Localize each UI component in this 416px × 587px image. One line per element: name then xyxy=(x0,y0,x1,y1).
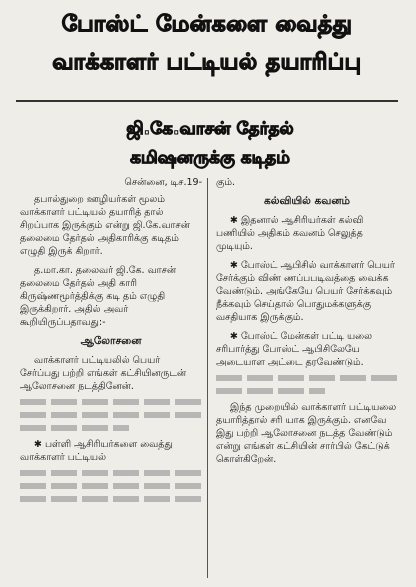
star-bullet-icon: ✱ xyxy=(230,331,238,342)
headline-line-2: வாக்காளர் பட்டியல் தயாரிப்பு xyxy=(52,50,362,75)
right-paragraph-2-text: போஸ்ட் ஆபிசில் வாக்காளர் பெயர் சேர்க்கும் விண் ணப்பபடிவத்தை வைக்க வேண்டும். அங்கேயே பெயர் சேர்க்கவும் நீக்கவும் செய்தால் பொதுமக்களுக்கு வசதியாக இருக்கும். xyxy=(216,260,395,323)
illegible-line xyxy=(20,412,202,418)
right-top-word: கும். xyxy=(216,177,236,188)
illegible-line xyxy=(20,470,202,476)
left-paragraph-4-text: பள்ளி ஆசிரியர்களை வைத்து வாக்காளர் பட்டியல் xyxy=(20,439,173,463)
headline-rule xyxy=(16,100,398,102)
right-paragraph-3-text: போஸ்ட் மேன்கள் பட்டி யலை சரிபார்த்து போஸ்ட் ஆபிசிலேயே அடையாள அட்டை தரவேண்டும். xyxy=(216,331,373,368)
right-paragraph-1-text: இதனால் ஆசிரியர்கள் கல்வி பணியில் அதிகம் கவனம் செலுத்த முடியும். xyxy=(216,215,364,252)
left-paragraph-4 xyxy=(20,438,202,464)
subheadline-line-1: ஜி.கே.வாசன் தேர்தல் xyxy=(126,119,294,139)
star-bullet-icon: ✱ xyxy=(230,215,238,226)
star-bullet-icon: ✱ xyxy=(34,439,42,450)
headline-line-1: போஸ்ட் மேன்களை வைத்து xyxy=(61,12,353,37)
dateline: சென்னை, டிச.19- xyxy=(124,177,202,188)
subheadline-line-2: கமிஷனருக்கு கடிதம் xyxy=(130,148,290,168)
left-paragraph-2: த.மா.கா. தலைவர் ஜி.கே. வாசன் தலைமை தேர்தல் அதி காரி கிருஷ்ணமூர்த்திக்கு கடி தம் எழுதி இருக்கிறார். அதில் அவர் கூறியிருப்பதாவது:- xyxy=(20,265,177,328)
article-right-column xyxy=(216,176,398,578)
article-left-column xyxy=(20,176,202,578)
column-divider xyxy=(207,178,208,578)
right-paragraph-2 xyxy=(216,259,398,324)
illegible-line xyxy=(20,425,129,431)
right-section-heading: கல்வியில் கவனம் xyxy=(264,195,350,207)
left-paragraph-3: வாக்காளர் பட்டியலில் பெயர் சேர்ப்பது பற்றி எங்கள் கட்சியினருடன் ஆலோசனை நடத்தினேன். xyxy=(20,355,187,392)
right-paragraph-3 xyxy=(216,330,398,369)
illegible-line xyxy=(20,399,202,405)
illegible-line xyxy=(216,375,398,381)
illegible-line xyxy=(20,483,202,489)
illegible-line xyxy=(20,496,202,502)
illegible-line xyxy=(216,388,325,394)
star-bullet-icon: ✱ xyxy=(230,260,238,271)
left-section-heading: ஆலோசனை xyxy=(80,335,142,347)
right-paragraph-1 xyxy=(216,214,398,253)
right-paragraph-4: இந்த முறையில் வாக்காளர் பட்டியலை தயாரித்தால் சரி யாக இருக்கும். எனவே இது பற்றி ஆலோசனை நடத்த வேண்டும் என்று எங்கள் கட்சியின் சார்பில் கேட்டுக் கொள்கிறேன். xyxy=(216,402,397,465)
left-paragraph-1: தபால்துறை ஊழியர்கள் மூலம் வாக்காளர் பட்டியல் தயாரித் தால் சிறப்பாக இருக்கும் என்று ஜி.கே.வாசன் தலைமை தேர்தல் அதிகாரிக்கு கடிதம் எழுதி இருக் கிறார். xyxy=(20,194,190,257)
